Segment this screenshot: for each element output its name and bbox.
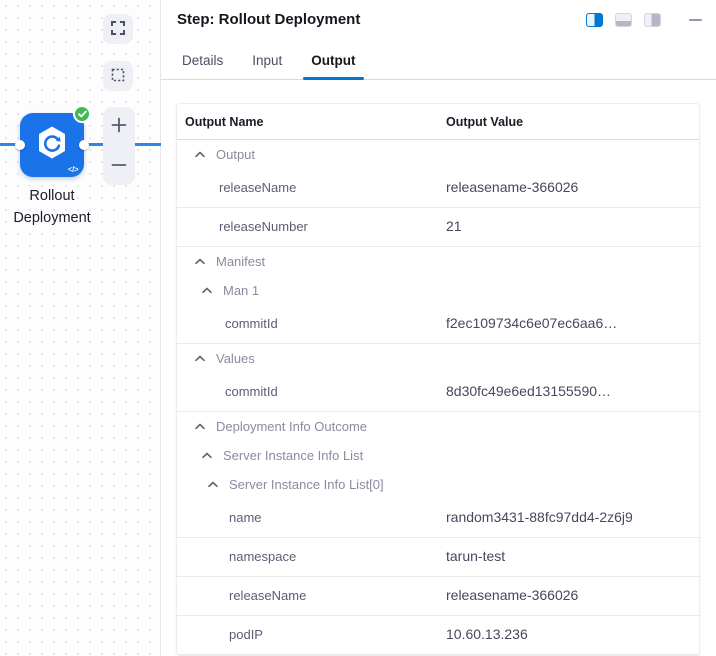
- output-name: namespace: [229, 549, 297, 564]
- fullscreen-button[interactable]: [103, 14, 133, 44]
- plus-icon: [111, 117, 127, 136]
- tab-input[interactable]: Input: [252, 53, 283, 68]
- output-name: releaseNumber: [219, 219, 308, 234]
- tab-details[interactable]: Details: [182, 53, 224, 68]
- tab-bar: [161, 42, 716, 80]
- tab-output[interactable]: Output: [308, 53, 358, 79]
- rollout-deployment-icon: [36, 126, 68, 165]
- output-row: [177, 577, 699, 616]
- section-row[interactable]: [177, 470, 699, 499]
- output-name: commitId: [225, 316, 278, 331]
- step-details-panel: [161, 0, 716, 656]
- output-name: commitId: [225, 384, 278, 399]
- section-row[interactable]: [177, 412, 699, 441]
- success-check-badge: [73, 105, 91, 123]
- output-row: [177, 373, 699, 412]
- output-row: [177, 616, 699, 655]
- zoom-out-button[interactable]: [107, 155, 131, 177]
- output-name: releaseName: [229, 588, 307, 603]
- chevron-up-icon[interactable]: [202, 452, 212, 459]
- section-label: Manifest: [216, 254, 266, 269]
- output-value: releasename-366026: [446, 587, 579, 603]
- section-row[interactable]: [177, 276, 699, 305]
- zoom-in-button[interactable]: [107, 115, 131, 137]
- chevron-up-icon[interactable]: [195, 355, 205, 362]
- output-value: releasename-366026: [446, 179, 579, 195]
- section-label: Server Instance Info List: [223, 448, 364, 463]
- output-row: [177, 208, 699, 247]
- page-title: Step: Rollout Deployment: [177, 11, 361, 28]
- zoom-controls: [103, 107, 135, 185]
- node-port-right: [79, 140, 89, 150]
- output-name: podIP: [229, 627, 263, 642]
- node-port-left: [15, 140, 25, 150]
- chevron-up-icon[interactable]: [195, 423, 205, 430]
- minus-icon: [111, 157, 127, 176]
- node-label: Rollout Deployment: [13, 188, 91, 226]
- section-label: Deployment Info Outcome: [216, 419, 368, 434]
- fullscreen-icon: [111, 21, 125, 38]
- output-value: 8d30fc49e6ed13155590…: [446, 383, 612, 399]
- minimize-icon[interactable]: [689, 19, 702, 22]
- output-value: 10.60.13.236: [446, 626, 528, 642]
- output-value: tarun-test: [446, 548, 506, 564]
- section-row[interactable]: [177, 441, 699, 470]
- chevron-up-icon[interactable]: [208, 481, 218, 488]
- section-row[interactable]: [177, 344, 699, 373]
- section-label: Output: [216, 147, 256, 162]
- output-row: [177, 305, 699, 344]
- output-table-card: [176, 103, 700, 656]
- chevron-up-icon[interactable]: [202, 287, 212, 294]
- split-view-icon[interactable]: [586, 13, 603, 27]
- marquee-select-icon: [111, 68, 125, 85]
- output-value: 21: [446, 218, 462, 234]
- chevron-up-icon[interactable]: [195, 258, 205, 265]
- output-name: name: [229, 510, 262, 525]
- right-panel-view-icon[interactable]: [644, 13, 661, 27]
- output-name: releaseName: [219, 180, 297, 195]
- output-row: [177, 538, 699, 577]
- marquee-select-button[interactable]: [103, 61, 133, 91]
- pipeline-canvas[interactable]: [0, 0, 161, 656]
- section-label: Values: [216, 351, 255, 366]
- step-node-rollout-deployment[interactable]: [20, 113, 84, 177]
- code-icon: </>: [67, 165, 78, 174]
- section-row[interactable]: [177, 247, 699, 276]
- output-value: random3431-88fc97dd4-2z6j9: [446, 509, 633, 525]
- view-toggles: [586, 9, 702, 27]
- output-table-header: [177, 104, 699, 140]
- section-row[interactable]: [177, 140, 699, 169]
- section-label: Man 1: [223, 283, 260, 298]
- chevron-up-icon[interactable]: [195, 151, 205, 158]
- bottom-panel-view-icon[interactable]: [615, 13, 632, 27]
- output-row: [177, 499, 699, 538]
- output-value: f2ec109734c6e07ec6aa6…: [446, 315, 618, 331]
- output-row: [177, 169, 699, 208]
- panel-header: [161, 0, 716, 42]
- output-tab-content: [161, 80, 716, 656]
- section-label: Server Instance Info List[0]: [229, 477, 384, 492]
- column-header-output-name: Output Name: [185, 114, 264, 129]
- column-header-output-value: Output Value: [446, 114, 524, 129]
- output-table-body: [177, 140, 699, 655]
